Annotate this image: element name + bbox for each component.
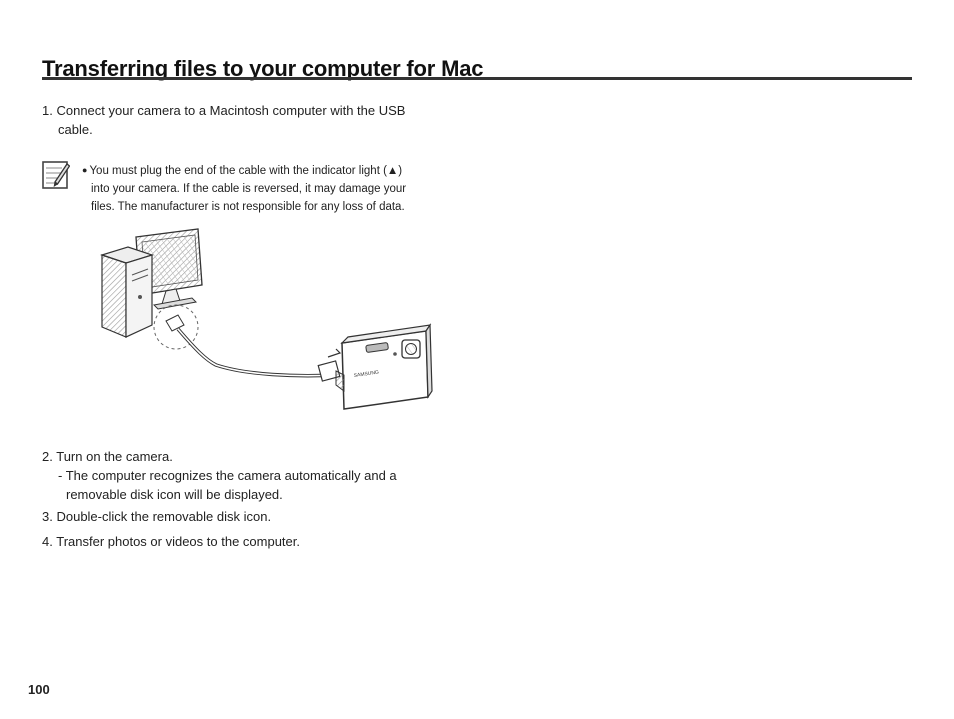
- step-text: Transfer photos or videos to the computer.: [56, 534, 300, 549]
- caution-note: [82, 161, 454, 216]
- step-4: [42, 532, 300, 551]
- step-number: 2.: [42, 449, 53, 464]
- step-text: Double-click the removable disk icon.: [56, 509, 272, 524]
- step-number: 4.: [42, 534, 53, 549]
- title-underline: [42, 77, 912, 80]
- camera-illustration: [336, 325, 432, 409]
- step-subtext: removable disk icon will be displayed.: [66, 487, 283, 502]
- page-number: 100: [28, 682, 50, 697]
- step-number: 3.: [42, 509, 53, 524]
- note-text: You must plug the end of the cable with the indicator light (▲): [89, 165, 403, 177]
- usb-connection-illustration: [96, 225, 441, 415]
- step-2: [42, 447, 397, 504]
- memo-note-icon: [42, 160, 70, 190]
- step-3: [42, 507, 271, 526]
- computer-illustration: [102, 229, 202, 337]
- step-text: Turn on the camera.: [56, 449, 173, 464]
- camera-brand: SAMSUNG: [353, 369, 380, 379]
- step-number: 1.: [42, 103, 53, 118]
- note-text: into your camera. If the cable is reversed, it may damage your: [91, 183, 407, 195]
- step-text: cable.: [58, 122, 93, 137]
- usb-cable: [178, 329, 336, 376]
- bullet: ●: [82, 165, 88, 175]
- note-text: files. The manufacturer is not responsible for any loss of data.: [91, 201, 405, 213]
- page-title: Transferring files to your computer for Mac: [42, 56, 484, 81]
- step-text: Connect your camera to a Macintosh computer with the USB: [56, 103, 406, 118]
- step-1: [42, 101, 405, 139]
- step-subtext: - The computer recognizes the camera automatically and a: [58, 468, 397, 483]
